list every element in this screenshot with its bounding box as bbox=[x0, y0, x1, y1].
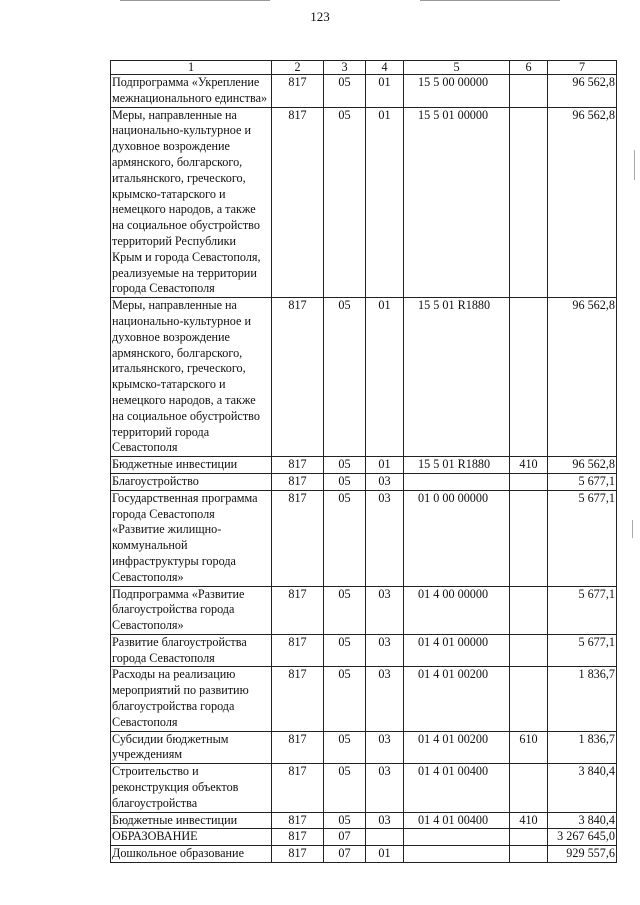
cell-grbs: 817 bbox=[272, 107, 324, 298]
table-row bbox=[111, 473, 617, 490]
cell-amount: 3 267 645,0 bbox=[548, 829, 617, 846]
header-cell-1: 1 bbox=[111, 61, 272, 75]
cell-subsection: 03 bbox=[366, 667, 404, 731]
table-row bbox=[111, 829, 617, 846]
cell-expense-type: 410 bbox=[510, 812, 548, 829]
table-row bbox=[111, 812, 617, 829]
cell-target-article: 01 4 00 00000 bbox=[404, 586, 510, 634]
cell-grbs: 817 bbox=[272, 457, 324, 474]
cell-name: Развитие благоустройства города Севастополя bbox=[111, 634, 272, 667]
cell-expense-type bbox=[510, 473, 548, 490]
header-cell-2: 2 bbox=[272, 61, 324, 75]
cell-subsection: 01 bbox=[366, 107, 404, 298]
cell-name: Субсидии бюджетным учреждениям bbox=[111, 731, 272, 764]
cell-subsection: 03 bbox=[366, 634, 404, 667]
cell-amount: 929 557,6 bbox=[548, 846, 617, 863]
cell-name: Дошкольное образование bbox=[111, 846, 272, 863]
cell-amount: 5 677,1 bbox=[548, 634, 617, 667]
cell-expense-type bbox=[510, 634, 548, 667]
cell-name: Благоустройство bbox=[111, 473, 272, 490]
table-row bbox=[111, 731, 617, 764]
cell-section: 05 bbox=[324, 75, 366, 108]
cell-amount: 5 677,1 bbox=[548, 473, 617, 490]
cell-section: 05 bbox=[324, 457, 366, 474]
cell-target-article: 01 4 01 00200 bbox=[404, 667, 510, 731]
cell-target-article: 01 4 01 00200 bbox=[404, 731, 510, 764]
cell-section: 05 bbox=[324, 473, 366, 490]
cell-amount: 1 836,7 bbox=[548, 731, 617, 764]
cell-target-article bbox=[404, 473, 510, 490]
cell-target-article: 15 5 00 00000 bbox=[404, 75, 510, 108]
header-cell-6: 6 bbox=[510, 61, 548, 75]
cell-expense-type bbox=[510, 586, 548, 634]
cell-grbs: 817 bbox=[272, 298, 324, 457]
cell-amount: 3 840,4 bbox=[548, 764, 617, 812]
cell-subsection: 03 bbox=[366, 812, 404, 829]
cell-name: Меры, направленные на национально-культурное и духовное возрождение армянского, болгарского, итальянского, греческого, крымско-татарского и немецкого народов, а также на социальное обустройство территорий Республики Крым и города Севастополя, реализуемые на территории города Севастополя bbox=[111, 107, 272, 298]
table-row bbox=[111, 457, 617, 474]
cell-name: Бюджетные инвестиции bbox=[111, 457, 272, 474]
cell-grbs: 817 bbox=[272, 731, 324, 764]
cell-section: 05 bbox=[324, 298, 366, 457]
cell-target-article: 15 5 01 R1880 bbox=[404, 457, 510, 474]
cell-section: 05 bbox=[324, 731, 366, 764]
cell-target-article: 01 4 01 00000 bbox=[404, 634, 510, 667]
cell-section: 05 bbox=[324, 490, 366, 586]
scan-artifact bbox=[632, 520, 633, 538]
cell-section: 05 bbox=[324, 667, 366, 731]
cell-subsection: 03 bbox=[366, 490, 404, 586]
cell-grbs: 817 bbox=[272, 490, 324, 586]
scan-edge-mark bbox=[420, 0, 560, 1]
cell-grbs: 817 bbox=[272, 667, 324, 731]
cell-name: Государственная программа города Севастополя «Развитие жилищно-коммунальной инфраструктуры города Севастополя» bbox=[111, 490, 272, 586]
cell-expense-type: 610 bbox=[510, 731, 548, 764]
cell-target-article: 01 4 01 00400 bbox=[404, 812, 510, 829]
cell-subsection: 03 bbox=[366, 764, 404, 812]
cell-section: 05 bbox=[324, 812, 366, 829]
cell-section: 07 bbox=[324, 846, 366, 863]
cell-subsection: 03 bbox=[366, 586, 404, 634]
cell-expense-type bbox=[510, 490, 548, 586]
cell-name: ОБРАЗОВАНИЕ bbox=[111, 829, 272, 846]
cell-grbs: 817 bbox=[272, 764, 324, 812]
cell-target-article: 01 4 01 00400 bbox=[404, 764, 510, 812]
header-cell-4: 4 bbox=[366, 61, 404, 75]
cell-grbs: 817 bbox=[272, 75, 324, 108]
cell-expense-type bbox=[510, 846, 548, 863]
scan-edge-mark bbox=[120, 0, 270, 1]
cell-amount: 96 562,8 bbox=[548, 75, 617, 108]
cell-name: Меры, направленные на национально-культурное и духовное возрождение армянского, болгарского, итальянского, греческого, крымско-татарского и немецкого народов, а также на социальное обустройство территорий города Севастополя bbox=[111, 298, 272, 457]
cell-expense-type: 410 bbox=[510, 457, 548, 474]
cell-section: 07 bbox=[324, 829, 366, 846]
header-cell-5: 5 bbox=[404, 61, 510, 75]
cell-amount: 3 840,4 bbox=[548, 812, 617, 829]
cell-expense-type bbox=[510, 75, 548, 108]
cell-expense-type bbox=[510, 764, 548, 812]
cell-grbs: 817 bbox=[272, 812, 324, 829]
cell-name: Расходы на реализацию мероприятий по развитию благоустройства города Севастополя bbox=[111, 667, 272, 731]
cell-amount: 1 836,7 bbox=[548, 667, 617, 731]
table-row bbox=[111, 586, 617, 634]
cell-subsection: 01 bbox=[366, 298, 404, 457]
cell-section: 05 bbox=[324, 634, 366, 667]
page-number: 123 bbox=[310, 9, 330, 24]
cell-name: Строительство и реконструкция объектов благоустройства bbox=[111, 764, 272, 812]
cell-subsection bbox=[366, 829, 404, 846]
cell-amount: 96 562,8 bbox=[548, 107, 617, 298]
cell-name: Подпрограмма «Развитие благоустройства города Севастополя» bbox=[111, 586, 272, 634]
cell-target-article bbox=[404, 846, 510, 863]
cell-target-article: 01 0 00 00000 bbox=[404, 490, 510, 586]
scan-artifact bbox=[634, 150, 635, 180]
cell-subsection: 01 bbox=[366, 75, 404, 108]
table-row bbox=[111, 298, 617, 457]
cell-amount: 96 562,8 bbox=[548, 298, 617, 457]
budget-table bbox=[110, 60, 617, 863]
cell-subsection: 03 bbox=[366, 473, 404, 490]
cell-target-article: 15 5 01 00000 bbox=[404, 107, 510, 298]
cell-expense-type bbox=[510, 107, 548, 298]
header-row bbox=[111, 61, 617, 75]
header-cell-7: 7 bbox=[548, 61, 617, 75]
cell-amount: 5 677,1 bbox=[548, 490, 617, 586]
table-row bbox=[111, 667, 617, 731]
cell-grbs: 817 bbox=[272, 586, 324, 634]
cell-subsection: 03 bbox=[366, 731, 404, 764]
cell-target-article bbox=[404, 829, 510, 846]
cell-expense-type bbox=[510, 298, 548, 457]
cell-amount: 96 562,8 bbox=[548, 457, 617, 474]
cell-subsection: 01 bbox=[366, 846, 404, 863]
cell-section: 05 bbox=[324, 586, 366, 634]
table-row bbox=[111, 490, 617, 586]
cell-grbs: 817 bbox=[272, 846, 324, 863]
table-row bbox=[111, 846, 617, 863]
table-row bbox=[111, 634, 617, 667]
table-row bbox=[111, 764, 617, 812]
cell-grbs: 817 bbox=[272, 634, 324, 667]
cell-expense-type bbox=[510, 829, 548, 846]
header-cell-3: 3 bbox=[324, 61, 366, 75]
cell-subsection: 01 bbox=[366, 457, 404, 474]
cell-name: Бюджетные инвестиции bbox=[111, 812, 272, 829]
cell-expense-type bbox=[510, 667, 548, 731]
cell-section: 05 bbox=[324, 107, 366, 298]
table-row bbox=[111, 107, 617, 298]
cell-target-article: 15 5 01 R1880 bbox=[404, 298, 510, 457]
table-row bbox=[111, 75, 617, 108]
cell-name: Подпрограмма «Укрепление межнационального единства» bbox=[111, 75, 272, 108]
cell-grbs: 817 bbox=[272, 829, 324, 846]
cell-grbs: 817 bbox=[272, 473, 324, 490]
cell-amount: 5 677,1 bbox=[548, 586, 617, 634]
cell-section: 05 bbox=[324, 764, 366, 812]
